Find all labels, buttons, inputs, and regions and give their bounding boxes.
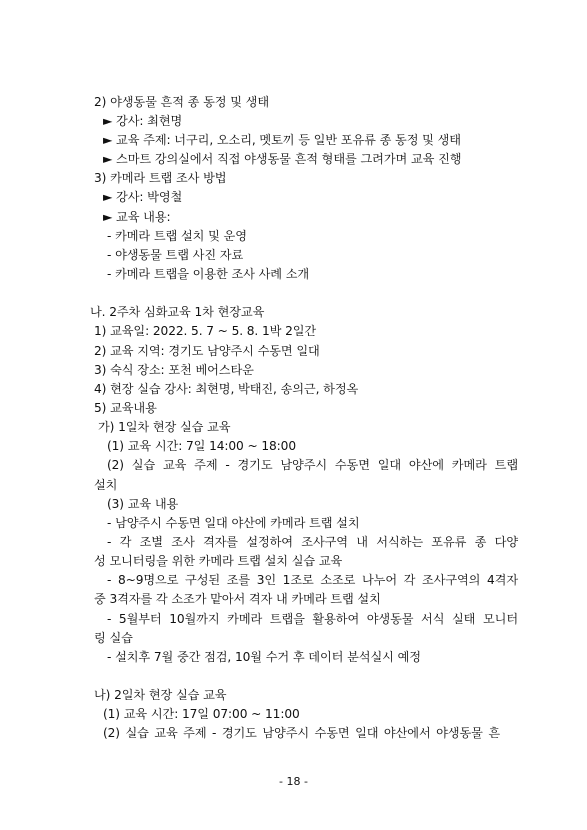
sub-heading-day1: 가) 1일차 현장 실습 교육: [98, 420, 231, 434]
dash-line: - 야생동물 트랩 사진 자료: [107, 248, 244, 262]
bullet-line: ► 스마트 강의실에서 직접 야생동물 흔적 형태를 그려가며 교육 진행: [103, 152, 462, 166]
bullet-line: ► 교육 내용:: [103, 210, 171, 224]
sub-heading-day2: 나) 2일차 현장 실습 교육: [94, 688, 227, 702]
dash-line: - 각 조별 조사 격자를 설정하여 조사구역 내 서식하는 포유류 종 다양: [107, 535, 518, 549]
paragraph-line: 링 실습: [94, 631, 133, 645]
list-item: (1) 교육 시간: 17일 07:00 ~ 11:00: [103, 707, 300, 721]
heading-wildlife-trace: 2) 야생동물 흔적 종 동정 및 생태: [94, 95, 270, 109]
section-heading-week2: 나. 2주차 심화교육 1차 현장교육: [90, 305, 265, 319]
dash-line: - 카메라 트랩을 이용한 조사 사례 소개: [107, 267, 310, 281]
dash-line: - 남양주시 수동면 일대 야산에 카메라 트랩 설치: [107, 516, 360, 530]
bullet-line: ► 강사: 박영철: [103, 190, 183, 204]
dash-line: - 8~9명으로 구성된 조를 3인 1조로 소조로 나누어 각 조사구역의 4격자: [107, 573, 518, 587]
dash-line: - 설치후 7월 중간 점검, 10월 수거 후 데이터 분석실시 예정: [107, 650, 421, 664]
bullet-line: ► 강사: 최현명: [103, 114, 183, 128]
paragraph-line: 설치: [94, 478, 118, 492]
paragraph-line: (2) 실습 교육 주제 - 경기도 남양주시 수동면 일대 야산에서 야생동물 흔: [103, 726, 500, 740]
paragraph-line: (2) 실습 교육 주제 - 경기도 남양주시 수동면 일대 야산에 카메라 트랩: [107, 458, 518, 472]
page-number: - 18 -: [279, 775, 308, 788]
heading-camera-trap: 3) 카메라 트랩 조사 방법: [94, 171, 227, 185]
dash-line: - 카메라 트랩 설치 및 운영: [107, 229, 247, 243]
list-item: (3) 교육 내용: [107, 497, 179, 511]
list-item: (1) 교육 시간: 7일 14:00 ~ 18:00: [107, 439, 296, 453]
list-item: 5) 교육내용: [94, 401, 157, 415]
list-item: 2) 교육 지역: 경기도 남양주시 수동면 일대: [94, 344, 320, 358]
list-item: 4) 현장 실습 강사: 최현명, 박태진, 송의근, 하정옥: [94, 382, 359, 396]
bullet-line: ► 교육 주제: 너구리, 오소리, 멧토끼 등 일반 포유류 종 동정 및 생태: [103, 133, 461, 147]
dash-line: - 5월부터 10월까지 카메라 트랩을 활용하여 야생동물 서식 실태 모니터: [107, 612, 518, 626]
paragraph-line: 중 3격자를 각 소조가 맡아서 격자 내 카메라 트랩 설치: [94, 592, 381, 606]
paragraph-line: 성 모니터링을 위한 카메라 트랩 설치 실습 교육: [94, 554, 343, 568]
list-item: 3) 숙식 장소: 포천 베어스타운: [94, 363, 254, 377]
list-item: 1) 교육일: 2022. 5. 7 ~ 5. 8. 1박 2일간: [94, 324, 317, 338]
